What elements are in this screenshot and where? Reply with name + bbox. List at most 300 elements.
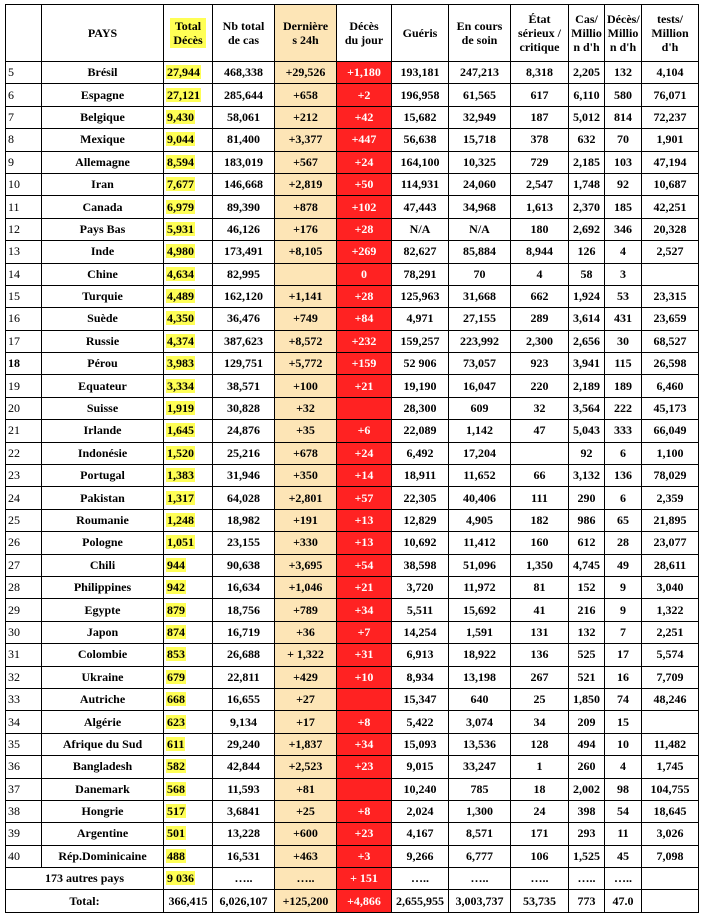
total-cases-cell: 22,811 — [213, 666, 275, 688]
last-24h-cell: +463 — [275, 845, 337, 867]
deaths-today-cell: +3 — [337, 845, 392, 867]
country-cell: Canada — [42, 196, 164, 218]
deaths-today-cell: +34 — [337, 733, 392, 755]
in-care-cell: 11,412 — [449, 532, 511, 554]
critical-cell: 729 — [511, 151, 569, 173]
cases-per-million-cell: 2,185 — [569, 151, 605, 173]
recovered-cell: 4,167 — [392, 823, 449, 845]
total-deaths-cell — [164, 733, 213, 755]
tests-per-million-cell: 23,077 — [642, 532, 699, 554]
in-care-cell: 31,668 — [449, 285, 511, 307]
cases-per-million-cell: 132 — [569, 621, 605, 643]
in-care-cell: 85,884 — [449, 241, 511, 263]
deaths-today-cell: +21 — [337, 375, 392, 397]
in-care-cell: 15,692 — [449, 599, 511, 621]
table-row — [6, 823, 699, 845]
deaths-today-cell: +54 — [337, 554, 392, 576]
rank-cell: 8 — [6, 129, 42, 151]
table-row — [6, 129, 699, 151]
cases-per-million-cell: 209 — [569, 711, 605, 733]
total-deaths-cell — [164, 465, 213, 487]
recovered-cell: N/A — [392, 218, 449, 240]
critical-cell: 220 — [511, 375, 569, 397]
tests-per-million-cell: 42,251 — [642, 196, 699, 218]
country-cell: Pérou — [42, 353, 164, 375]
cases-per-million-cell: 525 — [569, 644, 605, 666]
critical-cell — [511, 442, 569, 464]
deaths-today-cell: +8 — [337, 800, 392, 822]
in-care-cell: 1,300 — [449, 800, 511, 822]
total-cases-cell: 30,828 — [213, 397, 275, 419]
deaths-per-million-cell: 92 — [605, 173, 642, 195]
last-24h-cell: +32 — [275, 397, 337, 419]
deaths-highlight: 27,121 — [167, 87, 200, 102]
cases-per-million-cell: 5,043 — [569, 420, 605, 442]
tests-per-million-cell: 78,029 — [642, 465, 699, 487]
total-deaths-cell — [164, 241, 213, 263]
deaths-per-million-cell: 15 — [605, 711, 642, 733]
recovered-cell: 52 906 — [392, 353, 449, 375]
table-row — [6, 778, 699, 800]
total-cases-cell: 38,571 — [213, 375, 275, 397]
total-cases-cell: 82,995 — [213, 263, 275, 285]
tests-per-million-cell: 7,098 — [642, 845, 699, 867]
header-tests-per-million: tests/ Million d'h — [642, 5, 699, 62]
table-row — [6, 330, 699, 352]
last-24h-cell: +27 — [275, 688, 337, 710]
table-row — [6, 353, 699, 375]
tests-per-million-cell: 10,687 — [642, 173, 699, 195]
deaths-per-million-cell: 49 — [605, 554, 642, 576]
rank-cell: 15 — [6, 285, 42, 307]
deaths-today-cell: +269 — [337, 241, 392, 263]
deaths-per-million-cell: 6 — [605, 487, 642, 509]
tests-per-million-cell: 3,026 — [642, 823, 699, 845]
table-row — [6, 285, 699, 307]
country-cell: Chine — [42, 263, 164, 285]
deaths-highlight: 4,374 — [167, 333, 194, 348]
rank-cell: 36 — [6, 756, 42, 778]
recovered-cell: 38,598 — [392, 554, 449, 576]
cases-per-million-cell: 293 — [569, 823, 605, 845]
total-deaths-cell — [164, 666, 213, 688]
total-deaths-per-million: 47.0 — [605, 890, 642, 912]
deaths-per-million-cell: 45 — [605, 845, 642, 867]
total-cases-cell: 24,876 — [213, 420, 275, 442]
deaths-today-cell — [337, 778, 392, 800]
rank-cell: 29 — [6, 599, 42, 621]
last-24h-cell: + 1,322 — [275, 644, 337, 666]
recovered-cell: 196,958 — [392, 84, 449, 106]
total-deaths-cell — [164, 308, 213, 330]
total-deaths-cell — [164, 397, 213, 419]
tests-per-million-cell: 28,611 — [642, 554, 699, 576]
country-cell: Roumanie — [42, 509, 164, 531]
total-deaths-cell — [164, 353, 213, 375]
total-cases-cell: 64,028 — [213, 487, 275, 509]
critical-cell: 131 — [511, 621, 569, 643]
header-in-care: En cours de soin — [449, 5, 511, 62]
table-row — [6, 62, 699, 84]
recovered-cell: 12,829 — [392, 509, 449, 531]
tests-per-million-cell: 45,173 — [642, 397, 699, 419]
country-cell: Turquie — [42, 285, 164, 307]
cases-per-million-cell: 986 — [569, 509, 605, 531]
cases-per-million-cell: 58 — [569, 263, 605, 285]
deaths-highlight: 1,383 — [167, 468, 194, 483]
rank-cell: 11 — [6, 196, 42, 218]
total-deaths-today: +4,866 — [337, 890, 392, 912]
last-24h-cell: +81 — [275, 778, 337, 800]
last-24h-cell: +17 — [275, 711, 337, 733]
deaths-per-million-cell: 9 — [605, 599, 642, 621]
cases-per-million-cell: 152 — [569, 576, 605, 598]
country-cell: Suisse — [42, 397, 164, 419]
deaths-highlight: 623 — [167, 714, 185, 729]
deaths-per-million-cell: 54 — [605, 800, 642, 822]
rank-cell: 19 — [6, 375, 42, 397]
last-24h-cell: +2,523 — [275, 756, 337, 778]
in-care-cell: 61,565 — [449, 84, 511, 106]
rank-cell: 23 — [6, 465, 42, 487]
total-deaths-cell — [164, 420, 213, 442]
cases-per-million-cell: 2,002 — [569, 778, 605, 800]
country-cell: Ukraine — [42, 666, 164, 688]
tests-per-million-cell: 68,527 — [642, 330, 699, 352]
deaths-highlight: 679 — [167, 669, 185, 684]
recovered-cell: 47,443 — [392, 196, 449, 218]
recovered-cell: 164,100 — [392, 151, 449, 173]
deaths-highlight: 1,051 — [167, 535, 194, 550]
rank-cell: 6 — [6, 84, 42, 106]
cases-per-million-cell: 6,110 — [569, 84, 605, 106]
country-cell: Autriche — [42, 688, 164, 710]
critical-cell: 160 — [511, 532, 569, 554]
tests-per-million-cell: 3,040 — [642, 576, 699, 598]
table-row — [6, 173, 699, 195]
header-rank — [6, 5, 42, 62]
deaths-highlight: 1,520 — [167, 445, 194, 460]
deaths-per-million-cell: 10 — [605, 733, 642, 755]
rank-cell: 28 — [6, 576, 42, 598]
deaths-highlight: 668 — [167, 692, 185, 707]
cases-per-million-cell: 2,656 — [569, 330, 605, 352]
others-recovered: ….. — [392, 868, 449, 890]
deaths-per-million-cell: 136 — [605, 465, 642, 487]
recovered-cell: 8,934 — [392, 666, 449, 688]
table-row — [6, 733, 699, 755]
deaths-today-cell: +23 — [337, 756, 392, 778]
total-cases-cell: 9,134 — [213, 711, 275, 733]
last-24h-cell: +29,526 — [275, 62, 337, 84]
total-last-24h: +125,200 — [275, 890, 337, 912]
country-cell: Danemark — [42, 778, 164, 800]
country-cell: Russie — [42, 330, 164, 352]
total-cases-cell: 387,623 — [213, 330, 275, 352]
total-cases-cell: 11,593 — [213, 778, 275, 800]
deaths-per-million-cell: 431 — [605, 308, 642, 330]
total-deaths-cell — [164, 532, 213, 554]
critical-cell: 2,300 — [511, 330, 569, 352]
total-cases-cell: 81,400 — [213, 129, 275, 151]
country-cell: Rép.Dominicaine — [42, 845, 164, 867]
deaths-highlight: 3,334 — [167, 378, 194, 393]
recovered-cell: 18,911 — [392, 465, 449, 487]
deaths-highlight: 9,044 — [167, 132, 194, 147]
cases-per-million-cell: 3,132 — [569, 465, 605, 487]
total-deaths-cell — [164, 106, 213, 128]
tests-per-million-cell: 2,359 — [642, 487, 699, 509]
total-cases-cell: 13,228 — [213, 823, 275, 845]
rank-cell: 27 — [6, 554, 42, 576]
cases-per-million-cell: 2,692 — [569, 218, 605, 240]
deaths-today-cell: +447 — [337, 129, 392, 151]
total-deaths-cell — [164, 218, 213, 240]
total-cases-cell: 16,655 — [213, 688, 275, 710]
cases-per-million-cell: 3,614 — [569, 308, 605, 330]
last-24h-cell: +35 — [275, 420, 337, 442]
critical-cell: 8,944 — [511, 241, 569, 263]
last-24h-cell: +350 — [275, 465, 337, 487]
critical-cell: 378 — [511, 129, 569, 151]
rank-cell: 34 — [6, 711, 42, 733]
total-cases: 6,026,107 — [213, 890, 275, 912]
cases-per-million-cell: 1,525 — [569, 845, 605, 867]
tests-per-million-cell: 21,895 — [642, 509, 699, 531]
last-24h-cell: +429 — [275, 666, 337, 688]
rank-cell: 16 — [6, 308, 42, 330]
deaths-per-million-cell: 222 — [605, 397, 642, 419]
tests-per-million-cell: 23,659 — [642, 308, 699, 330]
cases-per-million-cell: 632 — [569, 129, 605, 151]
cases-per-million-cell: 260 — [569, 756, 605, 778]
cases-per-million-cell: 2,189 — [569, 375, 605, 397]
total-deaths-cell — [164, 263, 213, 285]
total-cases-cell: 16,634 — [213, 576, 275, 598]
tests-per-million-cell: 23,315 — [642, 285, 699, 307]
country-cell: Espagne — [42, 84, 164, 106]
total-in-care: 3,003,737 — [449, 890, 511, 912]
total-deaths-cell — [164, 644, 213, 666]
in-care-cell: 13,536 — [449, 733, 511, 755]
in-care-cell: 8,571 — [449, 823, 511, 845]
deaths-today-cell — [337, 688, 392, 710]
critical-cell: 1,350 — [511, 554, 569, 576]
deaths-per-million-cell: 11 — [605, 823, 642, 845]
table-row — [6, 621, 699, 643]
rank-cell: 12 — [6, 218, 42, 240]
total-deaths-cell — [164, 196, 213, 218]
in-care-cell: 32,949 — [449, 106, 511, 128]
country-cell: Philippines — [42, 576, 164, 598]
in-care-cell: 33,247 — [449, 756, 511, 778]
table-row — [6, 218, 699, 240]
last-24h-cell — [275, 263, 337, 285]
recovered-cell: 15,682 — [392, 106, 449, 128]
others-in-care: ….. — [449, 868, 511, 890]
tests-per-million-cell: 66,049 — [642, 420, 699, 442]
deaths-today-cell: +8 — [337, 711, 392, 733]
rank-cell: 13 — [6, 241, 42, 263]
deaths-per-million-cell: 65 — [605, 509, 642, 531]
recovered-cell: 19,190 — [392, 375, 449, 397]
critical-cell: 187 — [511, 106, 569, 128]
deaths-highlight: 874 — [167, 624, 185, 639]
table-body — [6, 62, 699, 913]
recovered-cell: 3,720 — [392, 576, 449, 598]
table-row — [6, 375, 699, 397]
last-24h-cell: +36 — [275, 621, 337, 643]
deaths-highlight: 9,430 — [167, 109, 194, 124]
table-row — [6, 509, 699, 531]
header-row — [6, 5, 699, 62]
total-cases-cell: 42,844 — [213, 756, 275, 778]
deaths-today-cell: +21 — [337, 576, 392, 598]
rank-cell: 39 — [6, 823, 42, 845]
recovered-cell: 114,931 — [392, 173, 449, 195]
rank-cell: 22 — [6, 442, 42, 464]
tests-per-million-cell: 6,460 — [642, 375, 699, 397]
cases-per-million-cell: 2,205 — [569, 62, 605, 84]
deaths-today-cell: +23 — [337, 823, 392, 845]
tests-per-million-cell — [642, 263, 699, 285]
total-cases-cell: 146,668 — [213, 173, 275, 195]
total-row — [6, 890, 699, 912]
recovered-cell: 82,627 — [392, 241, 449, 263]
table-row — [6, 800, 699, 822]
recovered-cell: 10,240 — [392, 778, 449, 800]
last-24h-cell: +25 — [275, 800, 337, 822]
header-deaths-per-million: Décès/ Millio n d'h — [605, 5, 642, 62]
deaths-per-million-cell: 103 — [605, 151, 642, 173]
tests-per-million-cell — [642, 711, 699, 733]
deaths-today-cell: +28 — [337, 285, 392, 307]
in-care-cell: N/A — [449, 218, 511, 240]
in-care-cell: 223,992 — [449, 330, 511, 352]
deaths-per-million-cell: 6 — [605, 442, 642, 464]
deaths-highlight: 4,350 — [167, 311, 194, 326]
critical-cell: 923 — [511, 353, 569, 375]
in-care-cell: 4,905 — [449, 509, 511, 531]
critical-cell: 111 — [511, 487, 569, 509]
critical-cell: 1 — [511, 756, 569, 778]
total-cases-cell: 16,531 — [213, 845, 275, 867]
last-24h-cell: +330 — [275, 532, 337, 554]
critical-cell: 617 — [511, 84, 569, 106]
in-care-cell: 609 — [449, 397, 511, 419]
total-cases-cell: 3,6841 — [213, 800, 275, 822]
deaths-highlight: 1,919 — [167, 401, 194, 416]
rank-cell: 25 — [6, 509, 42, 531]
last-24h-cell: +567 — [275, 151, 337, 173]
deaths-today-cell: +84 — [337, 308, 392, 330]
rank-cell: 31 — [6, 644, 42, 666]
deaths-per-million-cell: 74 — [605, 688, 642, 710]
deaths-per-million-cell: 98 — [605, 778, 642, 800]
critical-cell: 267 — [511, 666, 569, 688]
table-row — [6, 756, 699, 778]
deaths-per-million-cell: 9 — [605, 576, 642, 598]
rank-cell: 9 — [6, 151, 42, 173]
rank-cell: 10 — [6, 173, 42, 195]
country-cell: Equateur — [42, 375, 164, 397]
deaths-today-cell: +57 — [337, 487, 392, 509]
critical-cell: 662 — [511, 285, 569, 307]
rank-cell: 37 — [6, 778, 42, 800]
rank-cell: 17 — [6, 330, 42, 352]
total-cases-per-million: 773 — [569, 890, 605, 912]
deaths-per-million-cell: 4 — [605, 241, 642, 263]
others-cases-per-million: ….. — [569, 868, 605, 890]
rank-cell: 18 — [6, 353, 42, 375]
recovered-cell: 159,257 — [392, 330, 449, 352]
total-cases-cell: 26,688 — [213, 644, 275, 666]
last-24h-cell: +678 — [275, 442, 337, 464]
total-deaths-cell — [164, 129, 213, 151]
deaths-today-cell — [337, 397, 392, 419]
header-recovered: Guéris — [392, 5, 449, 62]
critical-cell: 106 — [511, 845, 569, 867]
last-24h-cell: +212 — [275, 106, 337, 128]
deaths-per-million-cell: 814 — [605, 106, 642, 128]
country-cell: Suède — [42, 308, 164, 330]
header-country: PAYS — [42, 5, 164, 62]
country-cell: Egypte — [42, 599, 164, 621]
recovered-cell: 9,015 — [392, 756, 449, 778]
tests-per-million-cell: 18,645 — [642, 800, 699, 822]
tests-per-million-cell: 5,574 — [642, 644, 699, 666]
rank-cell: 40 — [6, 845, 42, 867]
total-deaths-cell — [164, 285, 213, 307]
last-24h-cell: +1,046 — [275, 576, 337, 598]
deaths-per-million-cell: 30 — [605, 330, 642, 352]
table-row — [6, 84, 699, 106]
tests-per-million-cell: 7,709 — [642, 666, 699, 688]
others-row — [6, 868, 699, 890]
cases-per-million-cell: 5,012 — [569, 106, 605, 128]
total-cases-cell: 162,120 — [213, 285, 275, 307]
critical-cell: 66 — [511, 465, 569, 487]
deaths-per-million-cell: 53 — [605, 285, 642, 307]
tests-per-million-cell: 4,104 — [642, 62, 699, 84]
in-care-cell: 3,074 — [449, 711, 511, 733]
deaths-today-cell: +42 — [337, 106, 392, 128]
country-cell: Bangladesh — [42, 756, 164, 778]
in-care-cell: 13,198 — [449, 666, 511, 688]
total-cases-cell: 29,240 — [213, 733, 275, 755]
country-cell: Pologne — [42, 532, 164, 554]
deaths-highlight: 944 — [167, 557, 185, 572]
critical-cell: 171 — [511, 823, 569, 845]
total-cases-cell: 129,751 — [213, 353, 275, 375]
table-row — [6, 576, 699, 598]
cases-per-million-cell: 3,941 — [569, 353, 605, 375]
deaths-per-million-cell: 185 — [605, 196, 642, 218]
critical-cell: 47 — [511, 420, 569, 442]
others-cases: ….. — [213, 868, 275, 890]
critical-cell: 25 — [511, 688, 569, 710]
total-deaths-cell — [164, 509, 213, 531]
recovered-cell: 15,093 — [392, 733, 449, 755]
total-cases-cell: 18,982 — [213, 509, 275, 531]
deaths-today-cell: +2 — [337, 84, 392, 106]
last-24h-cell: +3,695 — [275, 554, 337, 576]
total-deaths-cell — [164, 62, 213, 84]
recovered-cell: 78,291 — [392, 263, 449, 285]
country-cell: Mexique — [42, 129, 164, 151]
total-deaths-cell — [164, 711, 213, 733]
rank-cell: 20 — [6, 397, 42, 419]
